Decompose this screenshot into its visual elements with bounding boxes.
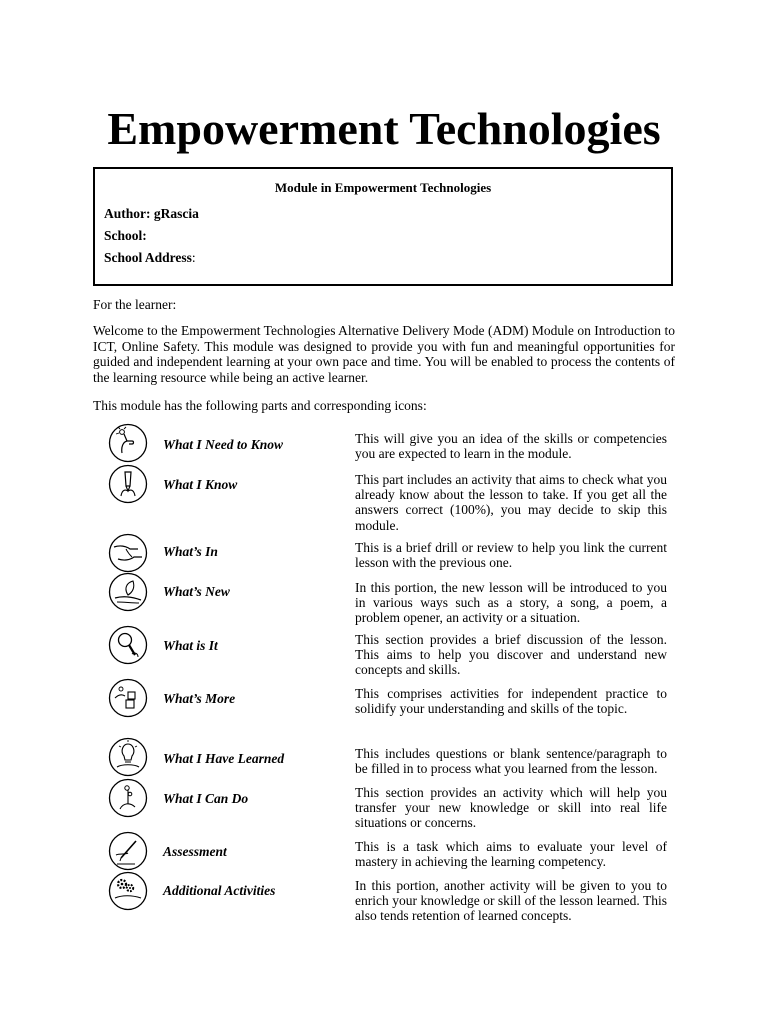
gears-icon xyxy=(108,871,148,911)
welcome-paragraph: Welcome to the Empowerment Technologies Alternative Delivery Mode (ADM) Module on Introduction to ICT, Online Safety. This module was designed to provide you with fun and meaningful opportunities for guided and independent learning at your own pace and time. You will be enabled to process the contents of the learning resource while being an active learner. xyxy=(93,323,675,385)
school-address-label: School Address xyxy=(104,250,192,265)
part-description: This will give you an idea of the skills or competencies you are expected to learn in the module. xyxy=(355,431,667,462)
part-description: This section provides a brief discussion of the lesson. This aims to help you discover and understand new concepts and skills. xyxy=(355,632,667,678)
school-row xyxy=(104,228,147,244)
part-label: What’s More xyxy=(163,691,236,706)
hand-writing-icon xyxy=(108,831,148,871)
part-description: This section provides an activity which will help you transfer your new knowledge or skill into real life situations or concerns. xyxy=(355,785,667,831)
part-description: This part includes an activity that aims to check what you already know about the lesson to take. If you get all the answers correct (100%), you may decide to skip this module. xyxy=(355,472,667,533)
part-label: Assessment xyxy=(163,844,227,859)
hand-blocks-icon xyxy=(108,678,148,718)
hand-flower-icon xyxy=(108,778,148,818)
hand-leaf-icon xyxy=(108,572,148,612)
part-description: This is a brief drill or review to help you link the current lesson with the previous one. xyxy=(355,540,667,571)
hand-pointing-icon xyxy=(108,423,148,463)
part-label: What’s In xyxy=(163,544,218,559)
part-label: What I Need to Know xyxy=(163,437,284,452)
part-label: What is It xyxy=(163,638,218,653)
author-value: gRascia xyxy=(153,206,199,221)
part-label: What I Have Learned xyxy=(163,751,285,766)
lightbulb-icon xyxy=(108,737,148,777)
module-info-box xyxy=(93,167,673,286)
part-label: What’s New xyxy=(163,584,230,599)
hand-pencil-icon xyxy=(108,464,148,504)
part-description: In this portion, another activity will be given to you to enrich your knowledge or skill of the lesson learned. This also tends retention of learned concepts. xyxy=(355,878,667,924)
magnifier-icon xyxy=(108,625,148,665)
part-label: Additional Activities xyxy=(163,883,276,898)
document-title: Empowerment Technologies xyxy=(107,103,661,154)
part-description: This comprises activities for independent practice to solidify your understanding and skills of the topic. xyxy=(355,686,667,717)
part-label: What I Can Do xyxy=(163,791,249,806)
author-label: Author: xyxy=(104,206,151,221)
part-description: In this portion, the new lesson will be introduced to you in various ways such as a story, a song, a poem, a problem opener, an activity or a situation. xyxy=(355,580,667,626)
for-learner-text: For the learner: xyxy=(93,297,177,312)
school-label: School: xyxy=(104,228,147,243)
part-description: This includes questions or blank sentence/paragraph to be filled in to process what you learned from the lesson. xyxy=(355,746,667,777)
author-row xyxy=(104,206,199,222)
part-label: What I Know xyxy=(163,477,238,492)
parts-intro-text: This module has the following parts and corresponding icons: xyxy=(93,398,427,413)
part-description: This is a task which aims to evaluate your level of mastery in achieving the learning competency. xyxy=(355,839,667,870)
module-heading: Module in Empowerment Technologies xyxy=(274,180,492,195)
hands-link-icon xyxy=(108,533,148,573)
school-address-row xyxy=(104,250,196,266)
school-address-colon: : xyxy=(191,250,196,265)
